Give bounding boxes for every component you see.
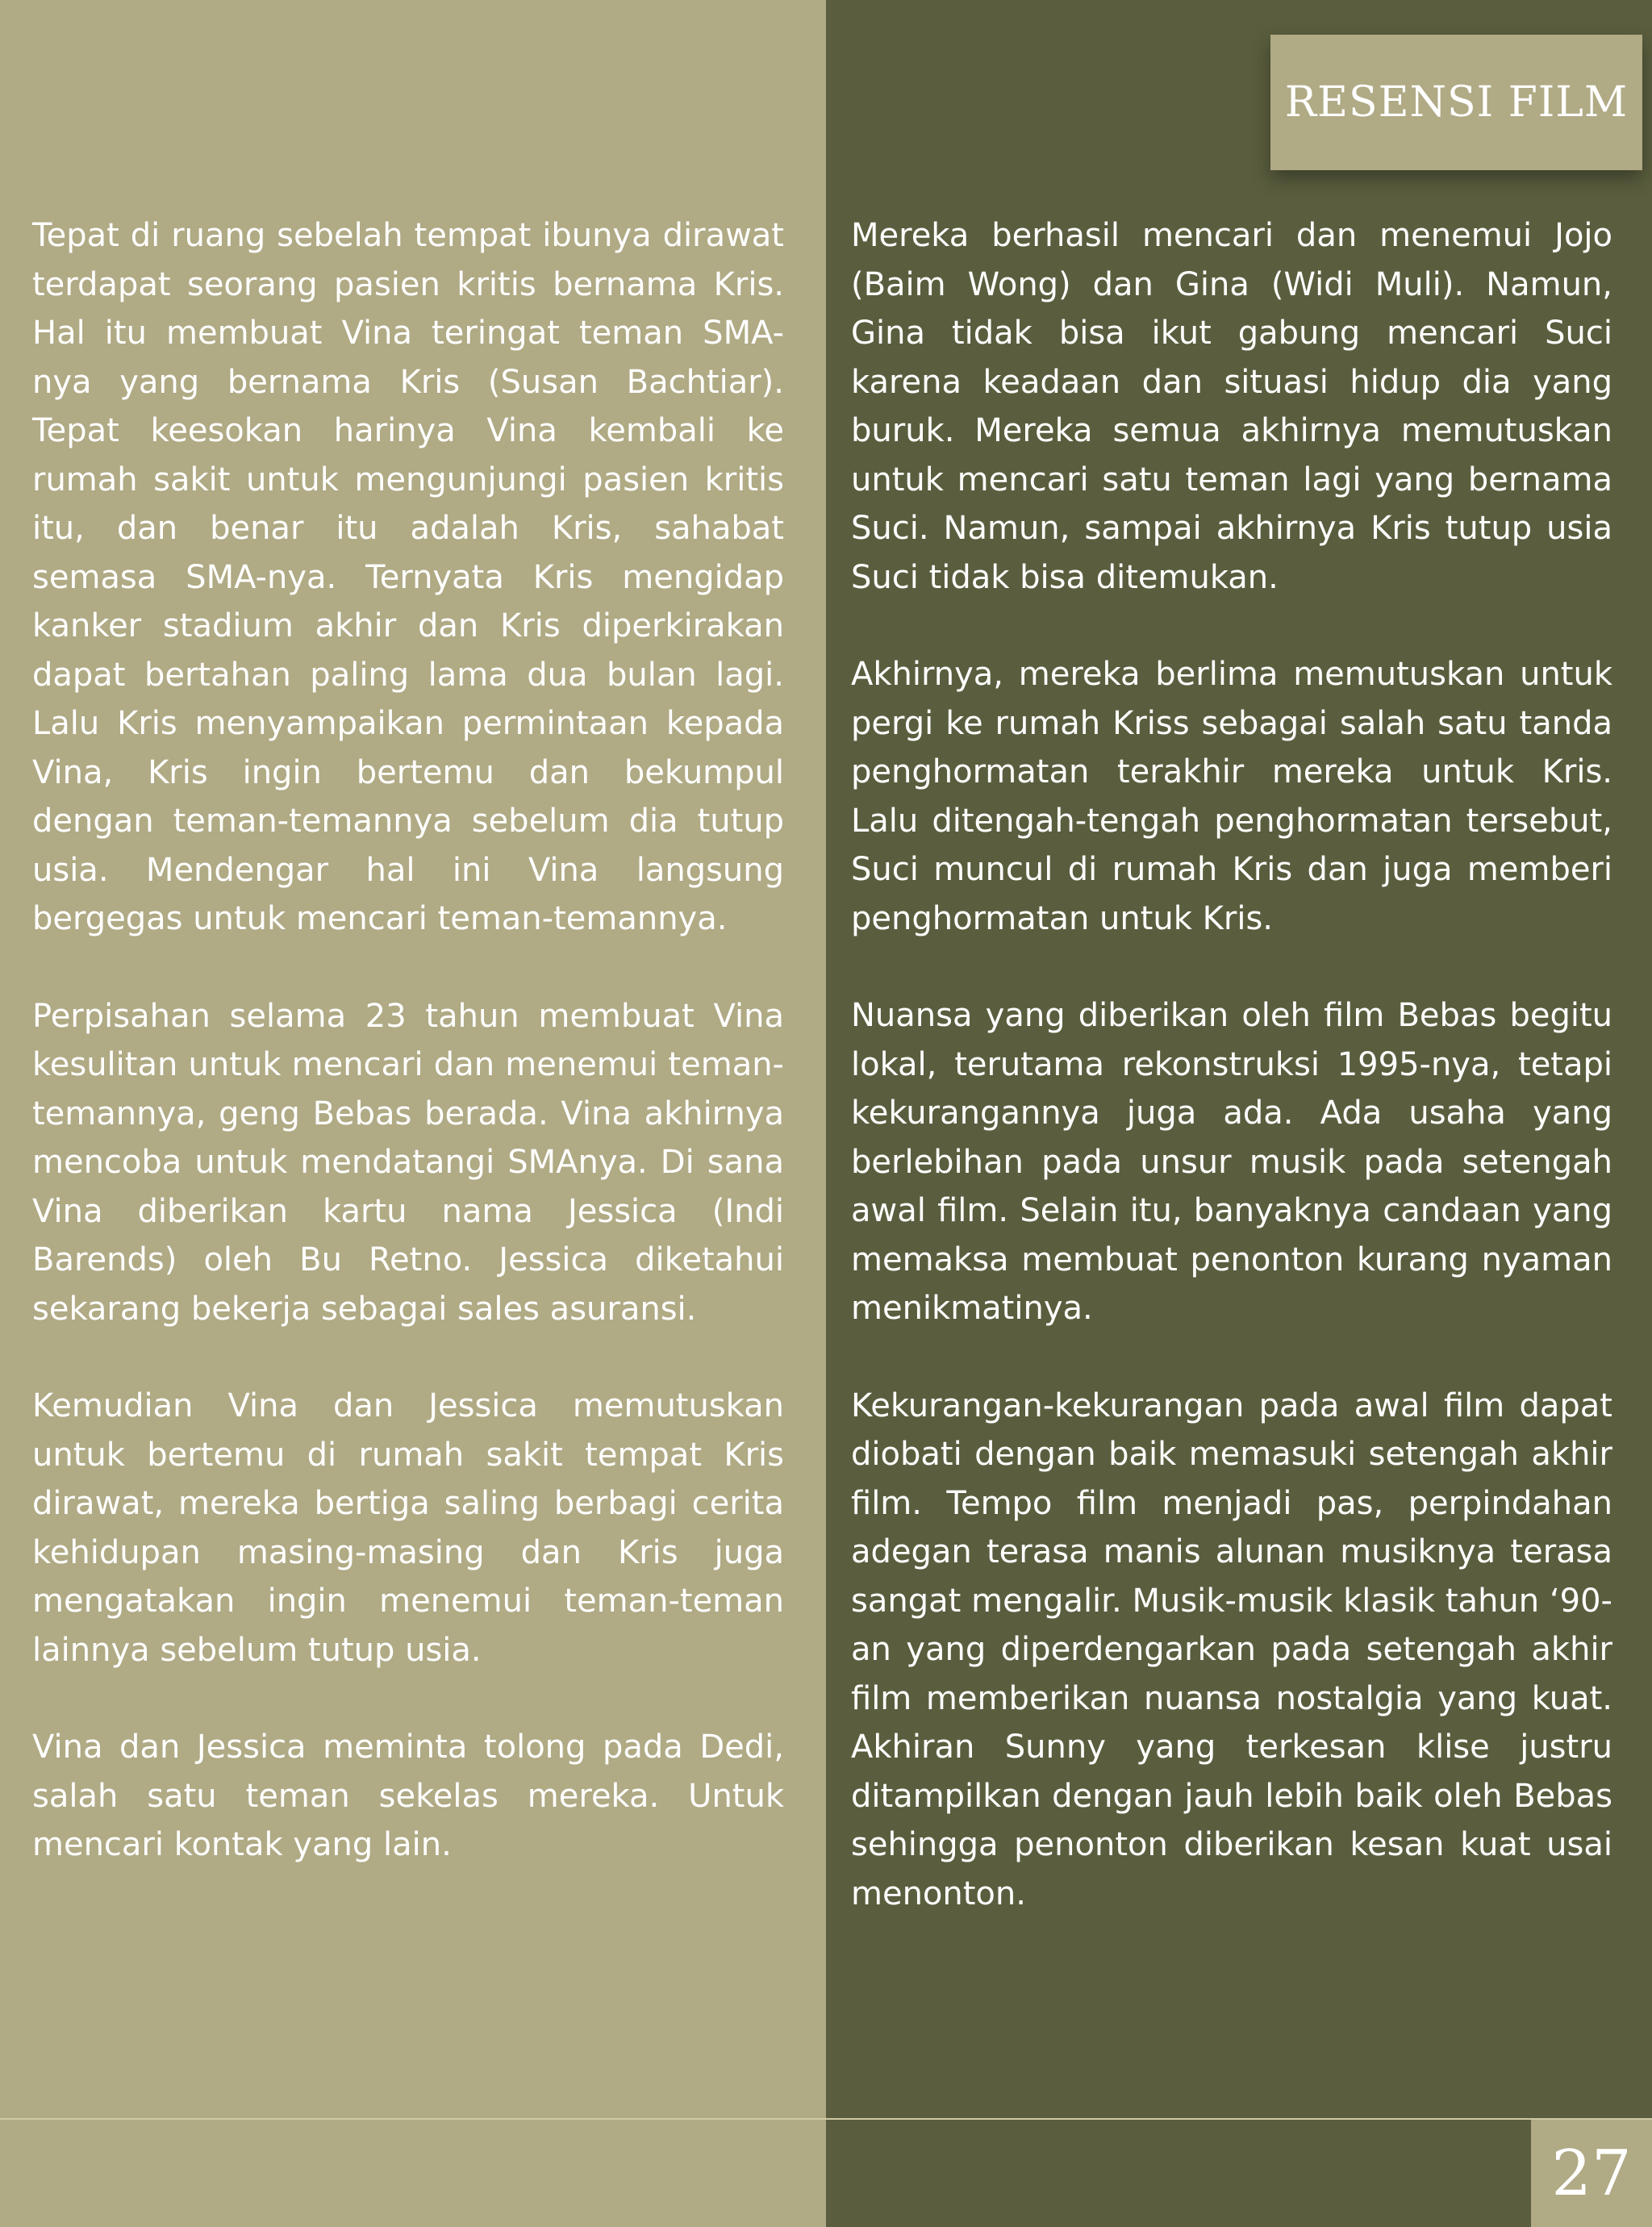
paragraph: Mereka berhasil mencari dan menemui Jojo (Baim Wong) dan Gina (Widi Muli). Namun, Gina tidak bisa ikut gabung mencari Suci karena keadaan dan situasi hidup dia yang buruk. Mereka semua akhirnya memutuskan untuk mencari satu teman lagi yang bernama Suci. Namun, sampai akhirnya Kris tutup usia Suci tidak bisa ditemukan. xyxy=(851,217,1612,596)
left-text-column xyxy=(32,211,784,1870)
paragraph: Kemudian Vina dan Jessica memutuskan untuk bertemu di rumah sakit tempat Kris dirawat, mereka bertiga saling berbagi cerita kehidupan masing-masing dan Kris juga mengatakan ingin menemui teman-teman lainnya sebelum tutup usia. xyxy=(32,1387,784,1669)
footer-divider xyxy=(0,2118,1652,2120)
paragraph: Tepat di ruang sebelah tempat ibunya dirawat terdapat seorang pasien kritis bernama Kris. Hal itu membuat Vina teringat teman SMA-nya yang bernama Kris (Susan Bachtiar). Tepat keesokan harinya Vina kembali ke rumah sakit untuk mengunjungi pasien kritis itu, dan benar itu adalah Kris, sahabat semasa SMA-nya. Ternyata Kris mengidap kanker stadium akhir dan Kris diperkirakan dapat bertahan paling lama dua bulan lagi. Lalu Kris menyampaikan permintaan kepada Vina, Kris ingin bertemu dan bekumpul dengan teman-temannya sebelum dia tutup usia. Mendengar hal ini Vina langsung bergegas untuk mencari teman-temannya. xyxy=(32,217,784,937)
section-title: RESENSI FILM xyxy=(1284,78,1629,127)
paragraph: Vina dan Jessica meminta tolong pada Dedi, salah satu teman sekelas mereka. Untuk mencari kontak yang lain. xyxy=(32,1729,784,1863)
right-text-column xyxy=(851,211,1612,1918)
paragraph: Nuansa yang diberikan oleh film Bebas begitu lokal, terutama rekonstruksi 1995-nya, tetapi kekurangannya juga ada. Ada usaha yang berlebihan pada unsur musik pada setengah awal film. Selain itu, banyaknya candaan yang memaksa membuat penonton kurang nyaman menikmatinya. xyxy=(851,997,1612,1327)
paragraph: Kekurangan-kekurangan pada awal film dapat diobati dengan baik memasuki setengah akhir film. Tempo film menjadi pas, perpindahan adegan terasa manis alunan musiknya terasa sangat mengalir. Musik-musik klasik tahun ‘90-an yang diperdengarkan pada setengah akhir film memberikan nuansa nostalgia yang kuat. Akhiran Sunny yang terkesan klise justru ditampilkan dengan jauh lebih baik oleh Bebas sehingga penonton diberikan kesan kuat usai menonton. xyxy=(851,1387,1612,1912)
section-header-box xyxy=(1270,35,1642,170)
page-number-box xyxy=(1531,2120,1652,2227)
paragraph: Akhirnya, mereka berlima memutuskan untuk pergi ke rumah Kriss sebagai salah satu tanda penghormatan terakhir mereka untuk Kris. Lalu ditengah-tengah penghormatan tersebut, Suci muncul di rumah Kris dan juga memberi penghormatan untuk Kris. xyxy=(851,656,1612,937)
page-number: 27 xyxy=(1551,2137,1632,2210)
paragraph: Perpisahan selama 23 tahun membuat Vina kesulitan untuk mencari dan menemui teman-temannya, geng Bebas berada. Vina akhirnya mencoba untuk mendatangi SMAnya. Di sana Vina diberikan kartu nama Jessica (Indi Barends) oleh Bu Retno. Jessica diketahui sekarang bekerja sebagai sales asuransi. xyxy=(32,997,784,1328)
